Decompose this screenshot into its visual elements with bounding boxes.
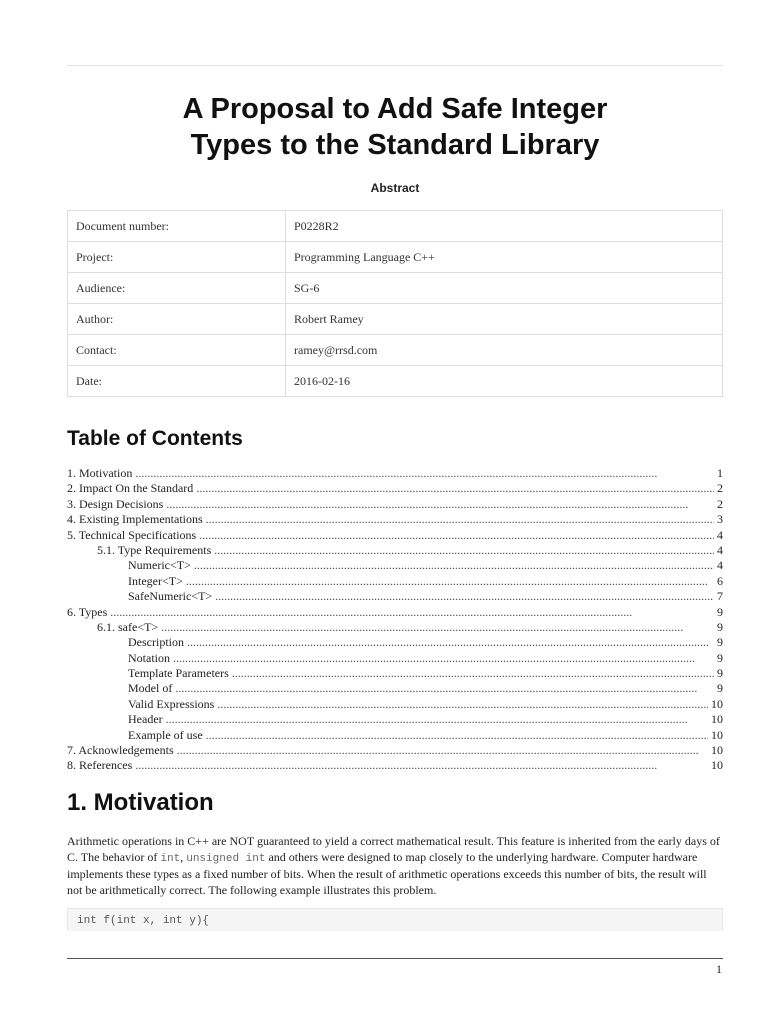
document-title <box>67 91 723 163</box>
toc-dot-leader <box>199 528 714 543</box>
toc-dot-leader <box>215 589 714 604</box>
toc-entry-page: 3 <box>717 512 723 527</box>
toc-dot-leader <box>135 466 714 481</box>
toc-entry-page: 7 <box>717 589 723 604</box>
toc-heading: Table of Contents <box>67 427 243 450</box>
metadata-value: P0228R2 <box>286 211 723 242</box>
toc-entry-label[interactable]: Model of <box>128 681 173 696</box>
metadata-table <box>67 210 723 397</box>
metadata-row <box>68 211 723 242</box>
paragraph-text: , <box>180 849 187 864</box>
metadata-key: Project: <box>68 242 286 273</box>
toc-entry-page: 6 <box>717 573 723 588</box>
toc-entry[interactable] <box>67 728 723 743</box>
metadata-key: Author: <box>68 304 286 335</box>
motivation-paragraph <box>67 834 723 898</box>
toc-entry[interactable] <box>67 666 723 681</box>
toc-entry-label[interactable]: 6.1. safe<T> <box>97 619 159 634</box>
toc-entry[interactable] <box>67 681 723 696</box>
paragraph-text: Arithmetic operations in C++ are NOT guaranteed to yield a correct mathematical result. This feature is inherited from the early days of C. The behavior of <box>67 834 720 864</box>
toc-entry-label[interactable]: 8. References <box>67 758 133 773</box>
toc-dot-leader <box>206 512 714 527</box>
toc-entry[interactable] <box>67 743 723 758</box>
toc-entry[interactable] <box>67 543 723 558</box>
metadata-row <box>68 366 723 397</box>
toc-entry-page: 2 <box>717 481 723 496</box>
toc-dot-leader <box>194 558 714 573</box>
toc-entry-label[interactable]: Valid Expressions <box>128 696 215 711</box>
metadata-row <box>68 304 723 335</box>
toc-entry-page: 10 <box>711 743 723 758</box>
toc-entry-label[interactable]: 1. Motivation <box>67 466 133 480</box>
toc-entry-page: 2 <box>717 496 723 511</box>
abstract-label: Abstract <box>370 181 420 195</box>
toc-dot-leader <box>214 543 714 558</box>
toc-dot-leader <box>166 712 708 727</box>
toc-entry-page: 9 <box>717 619 723 634</box>
toc-dot-leader <box>135 758 708 773</box>
inline-code-unsigned-int: unsigned int <box>186 852 266 865</box>
toc-entry-page: 4 <box>717 527 723 542</box>
toc-entry-label[interactable]: Numeric<T> <box>128 558 191 573</box>
top-rule <box>67 65 723 66</box>
toc-entry-page: 10 <box>711 712 723 727</box>
metadata-key: Document number: <box>68 211 286 242</box>
toc-entry[interactable] <box>67 758 723 773</box>
toc-dot-leader <box>187 635 714 650</box>
toc-entry-label[interactable]: 5. Technical Specifications <box>67 527 197 542</box>
toc-entry-label[interactable]: Notation <box>128 650 170 665</box>
toc-entry-page: 4 <box>717 558 723 573</box>
toc-dot-leader <box>173 651 714 666</box>
toc-entry-label[interactable]: Header <box>128 712 163 727</box>
toc-dot-leader <box>175 681 714 696</box>
metadata-value: Programming Language C++ <box>286 242 723 273</box>
toc-entry-label[interactable]: 5.1. Type Requirements <box>97 542 212 557</box>
toc-entry-page: 1 <box>717 466 723 480</box>
toc-dot-leader <box>186 574 714 589</box>
toc-entry-label[interactable]: Template Parameters <box>128 666 229 681</box>
metadata-row <box>68 273 723 304</box>
toc-entry-page: 10 <box>711 696 723 711</box>
toc-entry-page: 9 <box>717 650 723 665</box>
toc-entry-page: 9 <box>717 604 723 619</box>
toc-dot-leader <box>161 620 714 635</box>
metadata-row <box>68 335 723 366</box>
metadata-key: Date: <box>68 366 286 397</box>
toc-entry[interactable] <box>67 589 723 604</box>
code-line: int f(int x, int y){ <box>77 915 210 927</box>
code-block <box>67 908 723 931</box>
footer-rule <box>67 958 723 959</box>
toc-entry-page: 9 <box>717 681 723 696</box>
toc-entry[interactable] <box>67 574 723 589</box>
toc-dot-leader <box>166 497 714 512</box>
paragraph-text: and others were designed to map closely to the underlying hardware. Computer hardware implements these types as a fixed number of bits. When the result of arithmetic operations exceeds this number of bits, the result will not be arithmetically correct. The following example illustrates this problem. <box>67 849 707 897</box>
toc-dot-leader <box>196 481 714 496</box>
toc-entry-page: 10 <box>711 758 723 773</box>
toc-entry[interactable] <box>67 635 723 650</box>
toc-entry-label[interactable]: 2. Impact On the Standard <box>67 481 194 496</box>
toc-entry[interactable] <box>67 558 723 573</box>
toc-entry[interactable] <box>67 620 723 635</box>
metadata-value: 2016-02-16 <box>286 366 723 397</box>
toc-entry-label[interactable]: 7. Acknowledgements <box>67 743 174 758</box>
toc-entry-label[interactable]: 6. Types <box>67 604 108 619</box>
toc-entry-label[interactable]: 3. Design Decisions <box>67 496 164 511</box>
toc-entry[interactable] <box>67 651 723 666</box>
metadata-value: SG-6 <box>286 273 723 304</box>
toc-entry[interactable] <box>67 697 723 712</box>
toc-entry[interactable] <box>67 712 723 727</box>
section-heading-motivation: 1. Motivation <box>67 789 214 816</box>
toc-entry-page: 9 <box>717 635 723 650</box>
toc-entry-label[interactable]: 4. Existing Implementations <box>67 512 203 527</box>
metadata-row <box>68 242 723 273</box>
toc-entry[interactable] <box>67 512 723 527</box>
toc-entry[interactable] <box>67 605 723 620</box>
page-number: 1 <box>716 962 722 976</box>
metadata-key: Contact: <box>68 335 286 366</box>
title-line-1: A Proposal to Add Safe Integer <box>182 93 608 125</box>
toc-dot-leader <box>206 728 708 743</box>
toc-entry-page: 10 <box>711 727 723 742</box>
metadata-value: Robert Ramey <box>286 304 723 335</box>
toc-entry[interactable] <box>67 466 723 481</box>
toc-entry-label[interactable]: SafeNumeric<T> <box>128 589 213 604</box>
inline-code-int: int <box>160 852 181 865</box>
toc-entry-label[interactable]: Integer<T> <box>128 573 183 588</box>
toc-entry-page: 4 <box>717 542 723 557</box>
toc-entry-page: 9 <box>717 666 723 681</box>
title-line-2: Types to the Standard Library <box>190 129 600 161</box>
toc-dot-leader <box>110 605 714 620</box>
toc-entry-label[interactable]: Example of use <box>128 727 203 742</box>
toc-entry[interactable] <box>67 481 723 496</box>
table-of-contents <box>67 466 723 774</box>
toc-entry[interactable] <box>67 497 723 512</box>
toc-entry[interactable] <box>67 528 723 543</box>
toc-dot-leader <box>232 666 714 681</box>
toc-dot-leader <box>177 743 708 758</box>
toc-dot-leader <box>217 697 708 712</box>
metadata-key: Audience: <box>68 273 286 304</box>
toc-entry-label[interactable]: Description <box>128 635 184 650</box>
contact-email[interactable]: ramey@rrsd.com <box>286 335 723 366</box>
